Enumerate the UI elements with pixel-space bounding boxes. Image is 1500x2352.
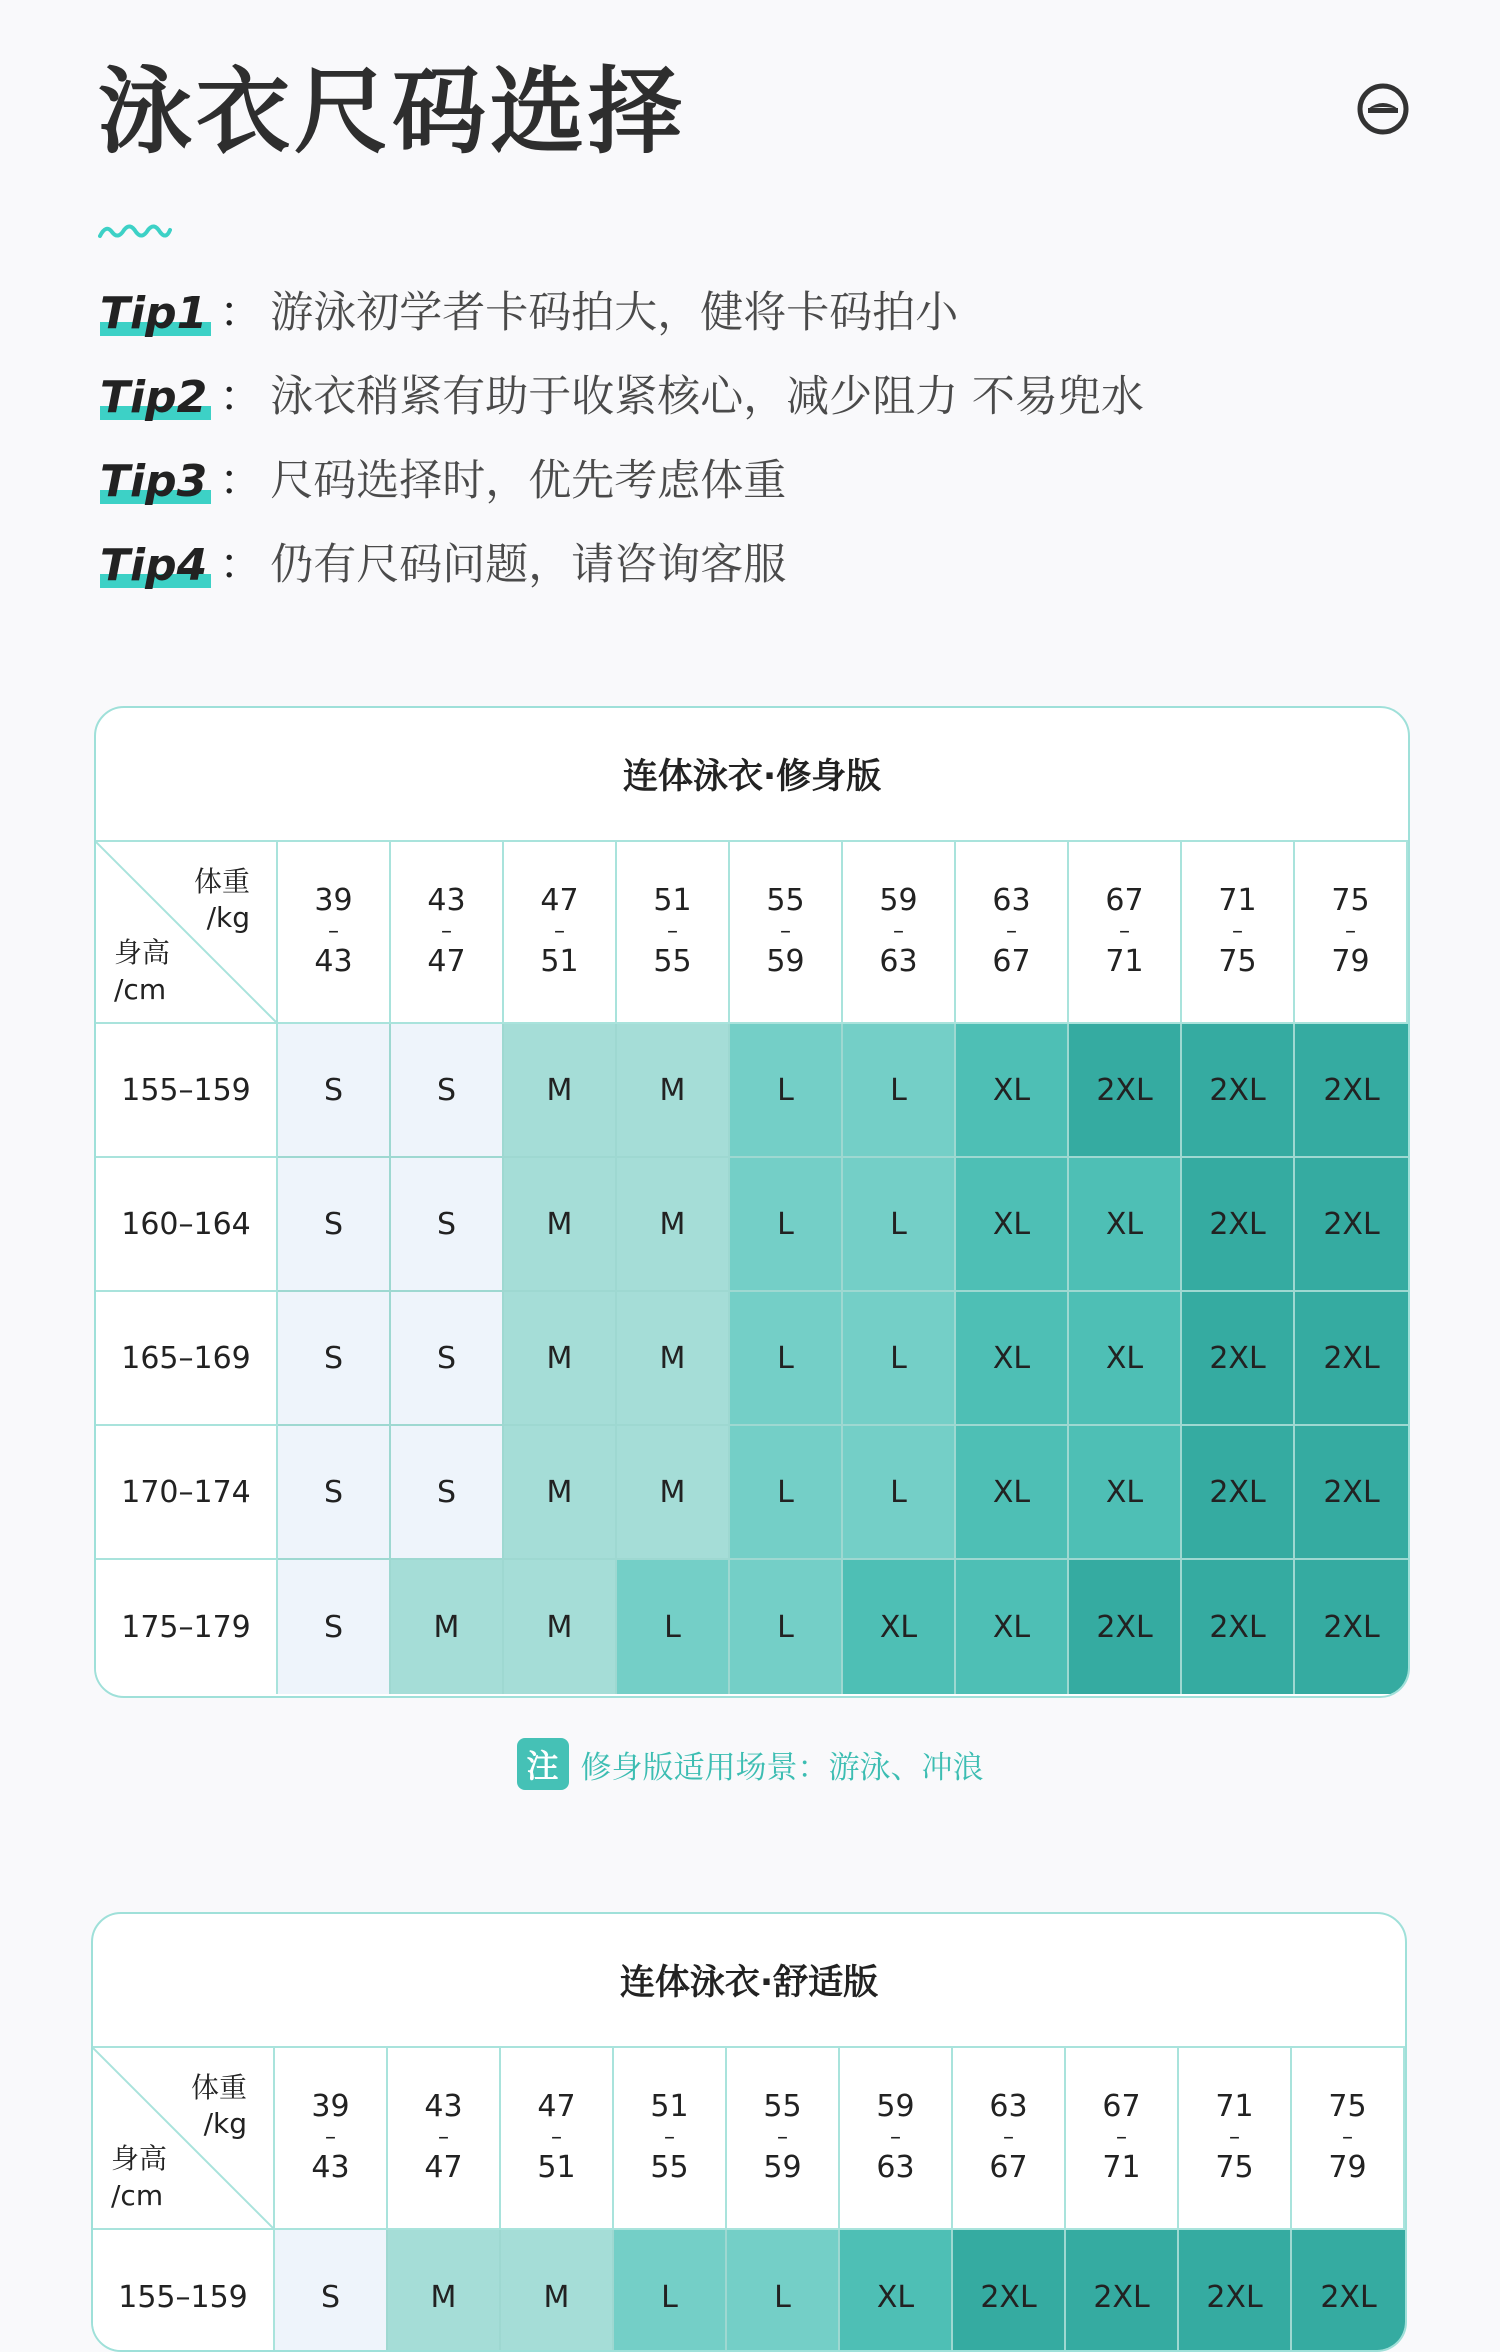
size-cell: L (843, 1158, 956, 1292)
weight-column-header (1066, 2048, 1179, 2230)
weight-dash: – (1006, 918, 1017, 944)
weight-dash: – (551, 2124, 562, 2150)
weight-column-header (1295, 842, 1408, 1024)
weight-to: 71 (1105, 944, 1144, 980)
tip-item: Tip1 ： 游泳初学者卡码拍大，健将卡码拍小 (100, 288, 959, 339)
weight-column-header (727, 2048, 840, 2230)
height-title: 身高 (114, 936, 171, 970)
height-title: 身高 (111, 2142, 168, 2176)
weight-unit: /kg (203, 2107, 247, 2141)
size-cell: L (843, 1024, 956, 1158)
weight-column-header (617, 842, 730, 1024)
weight-to: 47 (424, 2150, 463, 2186)
weight-dash: – (441, 918, 452, 944)
size-cell: 2XL (1295, 1292, 1408, 1426)
size-cell: 2XL (1182, 1292, 1295, 1426)
weight-column-header (275, 2048, 388, 2230)
weight-from: 43 (424, 2089, 463, 2125)
size-cell: S (278, 1560, 391, 1694)
weight-from: 71 (1215, 2089, 1254, 2125)
size-cell: XL (1069, 1158, 1182, 1292)
weight-dash: – (554, 918, 565, 944)
weight-to: 55 (653, 944, 692, 980)
size-cell: XL (956, 1292, 1069, 1426)
weight-from: 71 (1218, 883, 1257, 919)
weight-title: 体重 (193, 865, 250, 898)
tip-label: Tip1 (100, 290, 213, 338)
size-cell: M (391, 1560, 504, 1694)
size-cell: L (730, 1560, 843, 1694)
weight-to: 63 (879, 944, 918, 980)
size-cell: XL (840, 2230, 953, 2352)
size-cell: 2XL (1179, 2230, 1292, 2352)
weight-unit: /kg (206, 901, 250, 935)
weight-column-header (1182, 842, 1295, 1024)
tip-text: 游泳初学者卡码拍大，健将卡码拍小 (270, 288, 959, 338)
weight-label (194, 864, 250, 937)
size-cell: 2XL (1069, 1560, 1182, 1694)
size-cell: 2XL (1295, 1158, 1408, 1292)
size-cell: M (617, 1292, 730, 1426)
weight-column-header (1292, 2048, 1405, 2230)
table-title: 连体泳衣·修身版 (96, 708, 1408, 842)
height-unit: /cm (114, 972, 167, 1006)
weight-from: 67 (1105, 883, 1144, 919)
weight-dash: – (664, 2124, 675, 2150)
size-cell: 2XL (1066, 2230, 1179, 2352)
weight-column-header (388, 2048, 501, 2230)
size-cell: M (504, 1024, 617, 1158)
weight-from: 59 (876, 2089, 915, 2125)
size-cell: M (504, 1560, 617, 1694)
weight-title: 体重 (190, 2071, 247, 2104)
weight-column-header (278, 842, 391, 1024)
note-badge: 注 (517, 1738, 569, 1790)
weight-dash: – (667, 918, 678, 944)
height-row-label: 165–169 (96, 1292, 278, 1426)
weight-dash: – (893, 918, 904, 944)
weight-to: 63 (876, 2150, 915, 2186)
size-cell: S (391, 1292, 504, 1426)
size-grid (93, 2048, 1405, 2352)
weight-from: 51 (653, 883, 692, 919)
weight-column-header (614, 2048, 727, 2230)
size-cell: XL (956, 1426, 1069, 1560)
size-cell: 2XL (1069, 1024, 1182, 1158)
weight-from: 47 (537, 2089, 576, 2125)
height-row-label: 155–159 (96, 1024, 278, 1158)
weight-dash: – (780, 918, 791, 944)
size-cell: XL (956, 1560, 1069, 1694)
size-cell: S (391, 1426, 504, 1560)
size-cell: L (730, 1158, 843, 1292)
weight-label (191, 2070, 247, 2143)
weight-dash: – (438, 2124, 449, 2150)
size-cell: L (730, 1024, 843, 1158)
weight-from: 39 (311, 2089, 350, 2125)
height-row-label: 155–159 (93, 2230, 275, 2352)
weight-from: 75 (1331, 883, 1370, 919)
size-cell: L (730, 1426, 843, 1560)
weight-to: 43 (311, 2150, 350, 2186)
weight-to: 47 (427, 944, 466, 980)
weight-from: 51 (650, 2089, 689, 2125)
brand-logo-icon (1356, 82, 1410, 136)
weight-from: 59 (879, 883, 918, 919)
size-cell: S (391, 1158, 504, 1292)
size-cell: 2XL (1295, 1560, 1408, 1694)
weight-dash: – (890, 2124, 901, 2150)
height-unit: /cm (111, 2178, 164, 2212)
weight-from: 67 (1102, 2089, 1141, 2125)
size-cell: L (727, 2230, 840, 2352)
weight-from: 43 (427, 883, 466, 919)
tips-list (100, 290, 1144, 626)
weight-to: 67 (989, 2150, 1028, 2186)
height-row-label: 170–174 (96, 1426, 278, 1560)
corner-header (96, 842, 278, 1024)
tip-item: Tip2 ： 泳衣稍紧有助于收紧核心，减少阻力 不易兜水 (100, 372, 1144, 423)
weight-column-header (956, 842, 1069, 1024)
size-cell: S (275, 2230, 388, 2352)
weight-dash: – (1003, 2124, 1014, 2150)
size-cell: L (617, 1560, 730, 1694)
weight-to: 55 (650, 2150, 689, 2186)
weight-to: 67 (992, 944, 1031, 980)
size-grid (96, 842, 1408, 1694)
size-cell: M (617, 1024, 730, 1158)
tip-item: Tip4 ： 仍有尺码问题，请咨询客服 (100, 540, 787, 591)
size-cell: M (617, 1158, 730, 1292)
size-cell: 2XL (1182, 1158, 1295, 1292)
size-cell: XL (956, 1158, 1069, 1292)
size-cell: 2XL (1295, 1426, 1408, 1560)
weight-dash: – (777, 2124, 788, 2150)
page-title: 泳衣尺码选择 (98, 58, 687, 167)
weight-to: 75 (1218, 944, 1257, 980)
size-cell: XL (1069, 1426, 1182, 1560)
size-cell: 2XL (1182, 1560, 1295, 1694)
tip-text: 泳衣稍紧有助于收紧核心，减少阻力 不易兜水 (270, 372, 1144, 422)
weight-from: 63 (989, 2089, 1028, 2125)
weight-from: 55 (766, 883, 805, 919)
corner-header (93, 2048, 275, 2230)
size-cell: 2XL (1182, 1426, 1295, 1560)
size-cell: 2XL (1182, 1024, 1295, 1158)
size-cell: 2XL (1292, 2230, 1405, 2352)
size-cell: S (278, 1426, 391, 1560)
tip-text: 尺码选择时，优先考虑体重 (270, 456, 787, 506)
weight-from: 39 (314, 883, 353, 919)
size-cell: S (278, 1158, 391, 1292)
size-cell: L (614, 2230, 727, 2352)
size-table-slim (94, 706, 1410, 1698)
weight-column-header (730, 842, 843, 1024)
weight-dash: – (1229, 2124, 1240, 2150)
size-cell: M (504, 1426, 617, 1560)
weight-from: 47 (540, 883, 579, 919)
weight-from: 63 (992, 883, 1031, 919)
height-label (111, 2141, 167, 2214)
weight-dash: – (325, 2124, 336, 2150)
weight-dash: – (1232, 918, 1243, 944)
table-title: 连体泳衣·舒适版 (93, 1914, 1405, 2048)
weight-from: 75 (1328, 2089, 1367, 2125)
size-cell: M (501, 2230, 614, 2352)
weight-dash: – (328, 918, 339, 944)
weight-dash: – (1345, 918, 1356, 944)
weight-column-header (843, 842, 956, 1024)
weight-to: 79 (1331, 944, 1370, 980)
weight-to: 51 (540, 944, 579, 980)
weight-to: 59 (766, 944, 805, 980)
tip-label: Tip4 (100, 542, 213, 590)
tip-label: Tip2 (100, 374, 213, 422)
weight-to: 43 (314, 944, 353, 980)
size-cell: XL (1069, 1292, 1182, 1426)
size-cell: M (388, 2230, 501, 2352)
weight-to: 51 (537, 2150, 576, 2186)
size-cell: S (391, 1024, 504, 1158)
weight-column-header (953, 2048, 1066, 2230)
note (0, 1738, 1500, 1790)
weight-from: 55 (763, 2089, 802, 2125)
weight-column-header (391, 842, 504, 1024)
weight-column-header (504, 842, 617, 1024)
size-cell: 2XL (953, 2230, 1066, 2352)
size-cell: L (843, 1292, 956, 1426)
size-cell: L (843, 1426, 956, 1560)
weight-dash: – (1119, 918, 1130, 944)
height-row-label: 175–179 (96, 1560, 278, 1694)
note-text: 修身版适用场景：游泳、冲浪 (580, 1749, 984, 1786)
weight-to: 71 (1102, 2150, 1141, 2186)
height-row-label: 160–164 (96, 1158, 278, 1292)
size-table-comfort (91, 1912, 1407, 2352)
wave-decoration-icon (98, 220, 172, 242)
size-cell: XL (956, 1024, 1069, 1158)
weight-dash: – (1116, 2124, 1127, 2150)
size-cell: M (504, 1292, 617, 1426)
tip-label: Tip3 (100, 458, 213, 506)
size-cell: M (504, 1158, 617, 1292)
size-cell: S (278, 1292, 391, 1426)
size-cell: S (278, 1024, 391, 1158)
weight-column-header (1179, 2048, 1292, 2230)
tip-item: Tip3 ： 尺码选择时，优先考虑体重 (100, 456, 787, 507)
size-cell: L (730, 1292, 843, 1426)
height-label (114, 935, 170, 1008)
weight-to: 59 (763, 2150, 802, 2186)
size-cell: XL (843, 1560, 956, 1694)
weight-column-header (501, 2048, 614, 2230)
size-cell: 2XL (1295, 1024, 1408, 1158)
weight-column-header (1069, 842, 1182, 1024)
weight-to: 79 (1328, 2150, 1367, 2186)
tip-text: 仍有尺码问题，请咨询客服 (270, 540, 787, 590)
weight-dash: – (1342, 2124, 1353, 2150)
size-cell: M (617, 1426, 730, 1560)
weight-to: 75 (1215, 2150, 1254, 2186)
weight-column-header (840, 2048, 953, 2230)
